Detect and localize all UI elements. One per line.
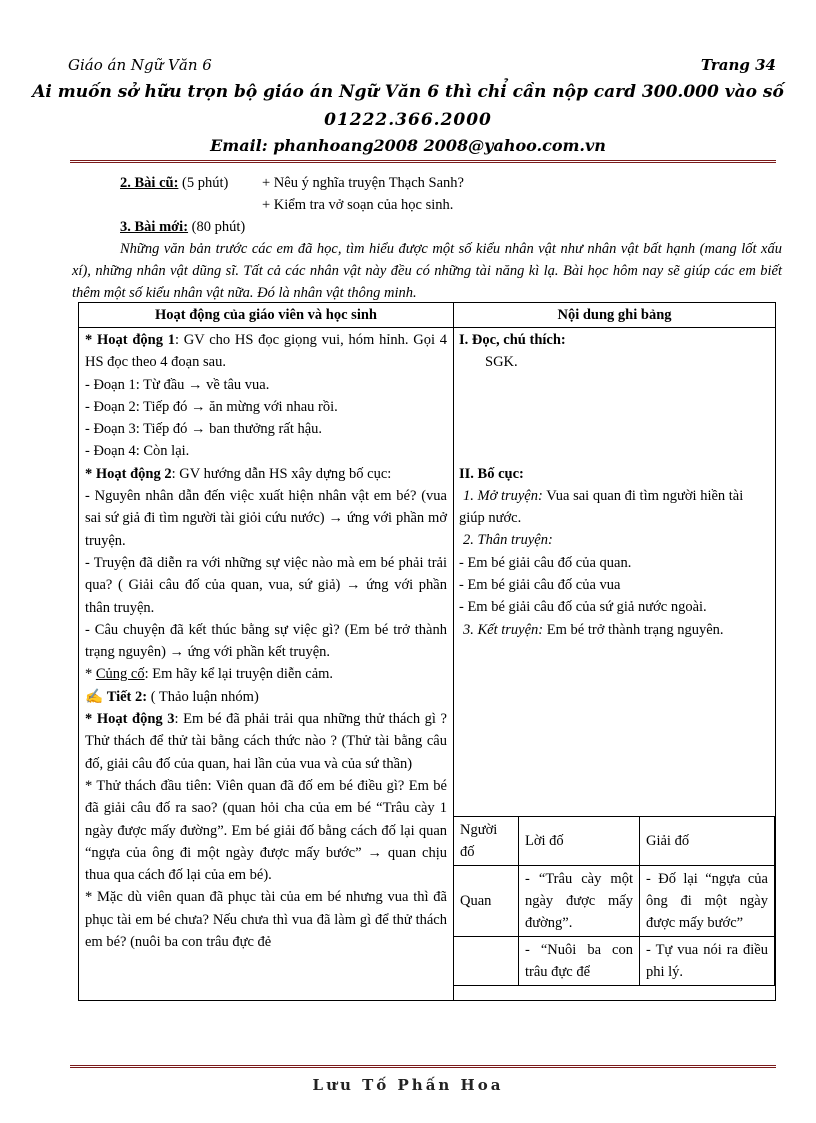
intro-section: [72, 172, 782, 304]
question-3: - Câu chuyện đã kết thúc bằng sự việc gì? (Em bé trở thành trạng nguyên) → ứng với phần kết truyện.: [85, 621, 447, 661]
than-truyen-label: 2. Thân truyện:: [463, 532, 553, 549]
lesson-table: [78, 302, 776, 1001]
bai-cu-item1: + Nêu ý nghĩa truyện Thạch Sanh?: [262, 175, 464, 191]
riddle-cell: - Đố lại “ngựa của ông đi một ngày được mấy bước”: [640, 866, 775, 937]
footer-author: Lưu Tố Phấn Hoa: [312, 1076, 504, 1094]
bai-cu-label: 2. Bài cũ:: [120, 175, 179, 191]
header-promo-line: Ai muốn sở hữu trọn bộ giáo án Ngữ Văn 6 thì chỉ cần nộp card 300.000 vào số: [32, 82, 784, 102]
riddle-cell: - “Trâu cày một ngày được mấy đường”.: [519, 866, 640, 937]
bai-moi-label: 3. Bài mới:: [120, 219, 189, 235]
hoat-dong-3: * Hoạt động 3: Em bé đã phải trải qua những thử thách gì ? Thử thách để thử tài bằng cách thức nào ? (Thử tài bằng câu đố, giải câu đố của quan, hai lần của vua và của sứ thần): [85, 711, 447, 772]
doan-3: - Đoạn 3: Tiếp đó → ban thưởng rất hậu.: [85, 421, 323, 438]
activities-column: [85, 329, 447, 953]
doan-1: - Đoạn 1: Từ đầu → về tâu vua.: [85, 376, 270, 393]
doan-2: - Đoạn 2: Tiếp đó → ăn mừng với nhau rồi.: [85, 398, 338, 415]
than-truyen-1: - Em bé giải câu đố của quan.: [459, 554, 632, 571]
header-divider: [70, 160, 776, 163]
section-i-text: SGK.: [485, 354, 518, 371]
ket-truyen: 3. Kết truyện: Em bé trở thành trạng nguyên.: [463, 621, 724, 638]
header-left-title: Giáo án Ngữ Văn 6: [68, 56, 212, 74]
bai-moi-row: [72, 216, 782, 238]
thu-thach-2: * Mặc dù viên quan đã phục tài của em bé nhưng vua thì đã phục tài em bé chưa? Nếu chưa thì vua đã làm gì để thử thách em bé? (nuôi ba con trâu đực đẻ: [85, 889, 447, 951]
section-i-title: I. Đọc, chú thích:: [459, 332, 566, 348]
riddle-cell: - “Nuôi ba con trâu đực để: [519, 937, 640, 986]
riddle-header-cell: Giải đố: [640, 817, 775, 866]
doan-4: - Đoạn 4: Còn lại.: [85, 443, 190, 460]
header-page-number: Trang 34: [700, 56, 776, 74]
question-1: - Nguyên nhân dẫn đến việc xuất hiện nhân vật em bé? (vua sai sứ giả đi tìm người tài giỏi cứu nước) → ứng với phần mở truyện.: [85, 488, 447, 549]
riddle-header-row: [454, 817, 775, 866]
riddle-row: [454, 937, 775, 986]
col-header-board: Nội dung ghi bảng: [454, 303, 775, 328]
footer-divider: [70, 1065, 776, 1068]
col-header-activities: Hoạt động của giáo viên và học sinh: [79, 303, 453, 328]
riddle-table: [453, 816, 775, 986]
riddle-row: [454, 866, 775, 937]
than-truyen-3: - Em bé giải câu đố của sứ giả nước ngoài.: [459, 599, 707, 616]
board-column: [459, 329, 771, 641]
bai-moi-time: (80 phút): [191, 219, 246, 235]
riddle-header-cell: Lời đố: [519, 817, 640, 866]
pencil-icon: ✍: [85, 688, 104, 705]
thu-thach-1: * Thử thách đầu tiên: Viên quan đã đố em bé điều gì? Em bé đã giải câu đố ra sao? (quan hỏi cha của em bé “Trâu cày 1 ngày được mấy đường”. Em bé giải đố bằng cách đố lại quan “ngựa của ông đi một ngày được mấy bước” → quan chịu thua qua cách đố lại của em bé).: [85, 777, 447, 884]
header-email: Email: phanhoang2008 2008@yahoo.com.vn: [210, 136, 606, 155]
section-ii-title: II. Bố cục:: [459, 465, 524, 482]
intro-paragraph: Những văn bản trước các em đã học, tìm hiểu được một số kiểu nhân vật như nhân vật bất hạnh (mang lốt xấu xí), những nhân vật dũng sĩ. Tất cả các nhân vật này đều có những tài năng kì lạ. Bài học hôm nay sẽ giúp các em biết thêm một số kiểu nhân vật nữa. Đó là nhân vật thông minh.: [72, 241, 782, 301]
hoat-dong-2: * Hoạt động 2: GV hướng dẫn HS xây dựng bố cục:: [85, 465, 392, 482]
header-phone: 01222.366.2000: [324, 110, 492, 130]
riddle-cell: Quan: [454, 866, 519, 937]
bai-cu-time: (5 phút): [182, 175, 229, 191]
than-truyen-2: - Em bé giải câu đố của vua: [459, 577, 621, 594]
tiet-2: ✍ Tiết 2: ( Thảo luận nhóm): [85, 688, 259, 705]
question-2: - Truyện đã diễn ra với những sự việc nào mà em bé phải trải qua? ( Giải câu đố của quan, vua, sứ giả) → ứng với phần thân truyện.: [85, 554, 447, 616]
riddle-cell: [454, 937, 519, 986]
hoat-dong-1: * Hoạt động 1: GV cho HS đọc giọng vui, hóm hỉnh. Gọi 4 HS đọc theo 4 đoạn sau.: [85, 332, 447, 371]
riddle-cell: - Tự vua nói ra điều phi lý.: [640, 937, 775, 986]
mo-truyen: 1. Mở truyện: Vua sai quan đi tìm người hiền tài giúp nước.: [459, 487, 744, 527]
bai-cu-row: [72, 172, 782, 194]
bai-cu-row2: [72, 194, 782, 216]
riddle-header-cell: Người đố: [454, 817, 519, 866]
bai-cu-item2: + Kiểm tra vở soạn của học sinh.: [262, 197, 454, 213]
cung-co: * Củng cố: Em hãy kể lại truyện diễn cảm.: [85, 666, 334, 683]
